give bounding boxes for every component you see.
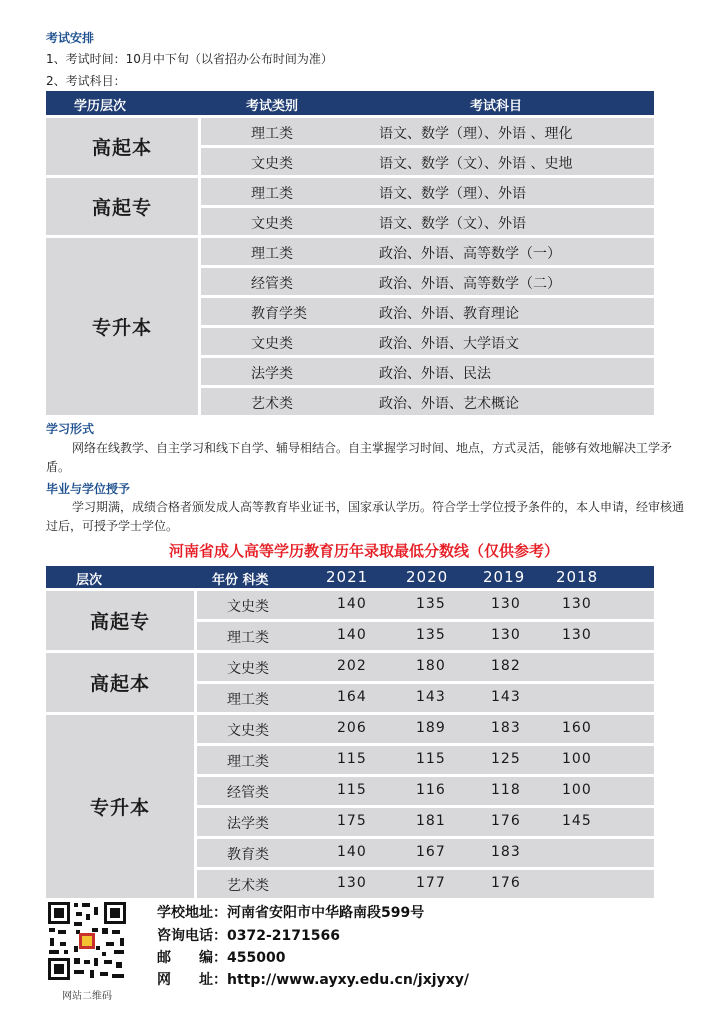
level-label: 高起专: [46, 178, 198, 235]
category-cell: 理工类: [251, 186, 293, 202]
score-cell: 181: [416, 813, 446, 829]
score-cell: 140: [337, 596, 367, 612]
score-cell: 182: [491, 658, 521, 674]
header-level: 学历层次: [74, 99, 127, 114]
study-section-title: 学习形式: [46, 422, 95, 436]
table-row: [197, 777, 654, 805]
score-cell: 202: [337, 658, 367, 674]
score-cell: 143: [491, 689, 521, 705]
score-cell: 130: [491, 596, 521, 612]
score-cell: 167: [416, 844, 446, 860]
exam-group-gqz: [46, 178, 654, 235]
qr-code-icon[interactable]: [46, 900, 128, 982]
score-cell: 118: [491, 782, 521, 798]
category-cell: 理工类: [227, 754, 269, 770]
scores-title: 河南省成人高等学历教育历年录取最低分数线（仅供参考）: [168, 542, 559, 560]
subjects-cell: 政治、外语、高等数学（一）: [379, 246, 561, 262]
exam-table-header: [46, 91, 654, 115]
table-row: [201, 118, 654, 145]
subjects-cell: 语文、数学（理）、外语 、理化: [379, 126, 573, 142]
table-row: [197, 591, 654, 619]
exam-group-gqb: [46, 118, 654, 175]
score-cell: 125: [491, 751, 521, 767]
score-table: [46, 566, 654, 898]
table-row: [201, 388, 654, 415]
score-cell: 115: [337, 751, 367, 767]
graduation-section-title: 毕业与学位授予: [46, 482, 131, 496]
table-row: [201, 238, 654, 265]
score-cell: 140: [337, 627, 367, 643]
website-link[interactable]: 网 址：http://www.ayxy.edu.cn/jxjyxy/: [157, 972, 469, 988]
score-cell: 100: [562, 782, 592, 798]
table-row: [197, 622, 654, 650]
table-row: [197, 839, 654, 867]
study-paragraph: [46, 439, 686, 477]
score-table-header: [46, 566, 654, 588]
graduation-paragraph: [46, 498, 686, 536]
postcode: 邮 编：455000: [157, 950, 286, 966]
subjects-cell: 政治、外语、大学语文: [379, 336, 519, 352]
category-cell: 理工类: [251, 246, 293, 262]
score-cell: 189: [416, 720, 446, 736]
table-row: [197, 684, 654, 712]
score-cell: 183: [491, 720, 521, 736]
score-cell: 115: [416, 751, 446, 767]
table-row: [197, 808, 654, 836]
level-label: 高起专: [46, 591, 194, 650]
exam-section-title: 考试安排: [46, 31, 95, 45]
score-cell: 176: [491, 813, 521, 829]
score-cell: 177: [416, 875, 446, 891]
score-cell: 116: [416, 782, 446, 798]
study-text: 网络在线教学、自主学习和线下自学、辅导相结合。自主掌握学习时间、地点，方式灵活，能够有效地解决工学矛盾。: [46, 441, 673, 474]
table-row: [201, 148, 654, 175]
level-label: 专升本: [46, 715, 194, 898]
subjects-cell: 政治、外语、教育理论: [379, 306, 519, 322]
score-cell: 130: [562, 596, 592, 612]
table-row: [201, 208, 654, 235]
header-year: 2018: [556, 568, 599, 586]
header-subjects: 考试科目: [470, 99, 523, 114]
table-row: [197, 653, 654, 681]
school-address: 学校地址：河南省安阳市中华路南段599号: [157, 905, 425, 921]
category-cell: 文史类: [251, 156, 293, 172]
level-label: 专升本: [46, 238, 198, 415]
header-level: 层次: [76, 573, 103, 588]
score-cell: 143: [416, 689, 446, 705]
category-cell: 理工类: [227, 692, 269, 708]
category-cell: 法学类: [251, 366, 293, 382]
exam-time-line: 1、考试时间：10月中下旬（以省招办公布时间为准）: [46, 52, 333, 66]
score-cell: 183: [491, 844, 521, 860]
header-year: 2021: [326, 568, 369, 586]
score-cell: 130: [491, 627, 521, 643]
category-cell: 理工类: [227, 630, 269, 646]
table-row: [197, 870, 654, 898]
score-cell: 130: [562, 627, 592, 643]
contact-phone: 咨询电话：0372-2171566: [157, 928, 340, 944]
subjects-cell: 政治、外语、民法: [379, 366, 491, 382]
category-cell: 艺术类: [227, 878, 269, 894]
header-year: 2019: [483, 568, 526, 586]
table-row: [201, 358, 654, 385]
score-cell: 115: [337, 782, 367, 798]
score-cell: 135: [416, 627, 446, 643]
header-year: 2020: [406, 568, 449, 586]
score-cell: 206: [337, 720, 367, 736]
header-year-category: 年份 科类: [212, 573, 269, 588]
score-group-zsb: [46, 715, 654, 898]
score-cell: 164: [337, 689, 367, 705]
subjects-cell: 语文、数学（理）、外语: [379, 186, 526, 202]
category-cell: 文史类: [251, 336, 293, 352]
category-cell: 文史类: [227, 599, 269, 615]
subjects-cell: 政治、外语、艺术概论: [379, 396, 519, 412]
exam-subject-line: 2、考试科目：: [46, 74, 126, 88]
table-row: [201, 178, 654, 205]
table-row: [197, 746, 654, 774]
score-cell: 175: [337, 813, 367, 829]
score-group-gqb: [46, 653, 654, 712]
category-cell: 理工类: [251, 126, 293, 142]
score-cell: 135: [416, 596, 446, 612]
score-cell: 176: [491, 875, 521, 891]
graduation-text: 学习期满，成绩合格者颁发成人高等教育毕业证书，国家承认学历。符合学士学位授予条件的，本人申请，经审核通过后，可授予学士学位。: [46, 500, 685, 533]
category-cell: 艺术类: [251, 396, 293, 412]
score-cell: 180: [416, 658, 446, 674]
category-cell: 文史类: [251, 216, 293, 232]
subjects-cell: 政治、外语、高等数学（二）: [379, 276, 561, 292]
table-row: [201, 268, 654, 295]
category-cell: 法学类: [227, 816, 269, 832]
category-cell: 教育学类: [251, 306, 307, 322]
score-cell: 145: [562, 813, 592, 829]
subjects-cell: 语文、数学（文）、外语 、史地: [379, 156, 573, 172]
score-cell: 100: [562, 751, 592, 767]
category-cell: 经管类: [227, 785, 269, 801]
category-cell: 教育类: [227, 847, 269, 863]
score-cell: 140: [337, 844, 367, 860]
exam-subject-table: [46, 91, 654, 415]
level-label: 高起本: [46, 118, 198, 175]
score-cell: 160: [562, 720, 592, 736]
header-category: 考试类别: [246, 99, 299, 114]
score-cell: 130: [337, 875, 367, 891]
table-row: [201, 328, 654, 355]
category-cell: 文史类: [227, 723, 269, 739]
table-row: [201, 298, 654, 325]
category-cell: 经管类: [251, 276, 293, 292]
qr-caption: 网站二维码: [62, 991, 112, 1002]
score-group-gqz: [46, 591, 654, 650]
level-label: 高起本: [46, 653, 194, 712]
exam-group-zsb: [46, 238, 654, 415]
subjects-cell: 语文、数学（文）、外语: [379, 216, 526, 232]
category-cell: 文史类: [227, 661, 269, 677]
table-row: [197, 715, 654, 743]
